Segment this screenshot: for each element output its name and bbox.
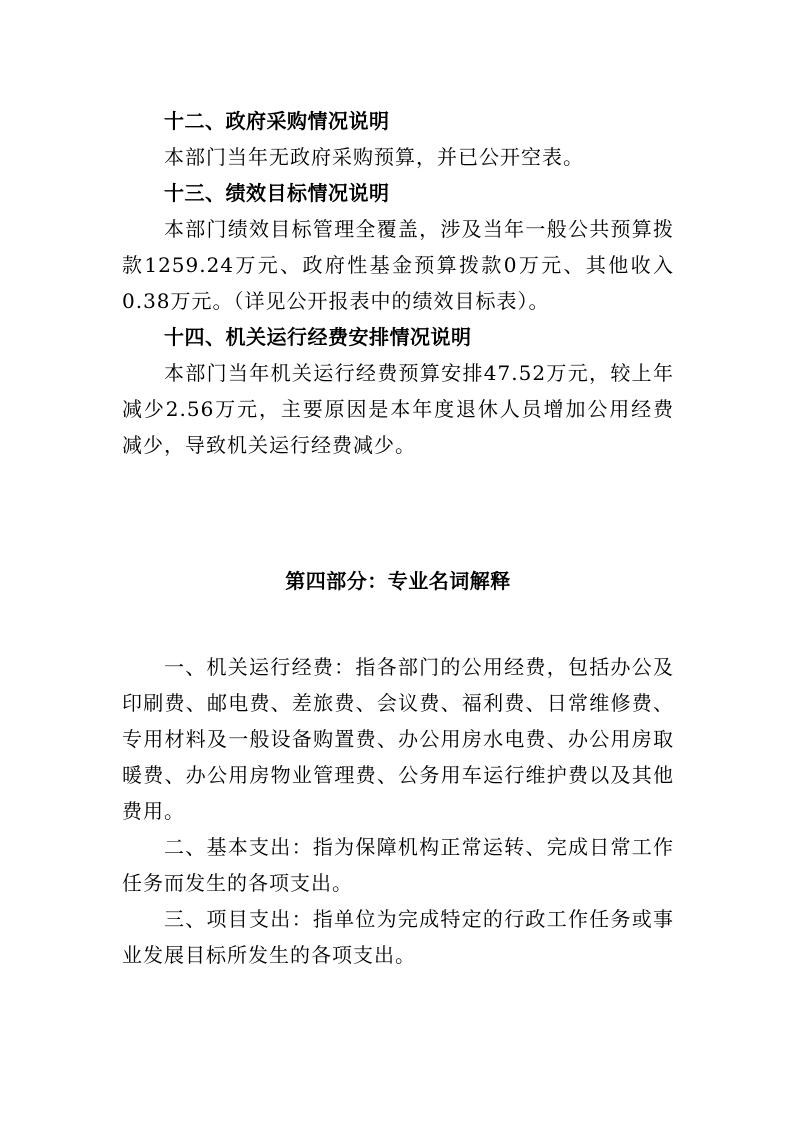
section-operating-expenses — [122, 319, 674, 463]
section-heading: 十三、绩效目标情况说明 — [164, 181, 390, 205]
spacer — [122, 599, 674, 649]
part-title: 第四部分：专业名词解释 — [285, 569, 511, 593]
section-paragraph: 本部门绩效目标管理全覆盖，涉及当年一般公共预算拨款1259.24万元、政府性基金预算拨款0万元、其他收入0.38万元。（详见公开报表中的绩效目标表）。 — [122, 217, 674, 313]
section-heading: 十二、政府采购情况说明 — [164, 109, 390, 133]
spacer — [122, 463, 674, 563]
document-content — [122, 103, 674, 973]
glossary-item: 一、机关运行经费：指各部门的公用经费，包括办公及印刷费、邮电费、差旅费、会议费、福利费、日常维修费、专用材料及一般设备购置费、办公用房水电费、办公用房取暖费、办公用房物业管理费、公务用车运行维护费以及其他费用。 — [122, 655, 674, 823]
glossary-item: 二、基本支出：指为保障机构正常运转、完成日常工作任务而发生的各项支出。 — [122, 835, 674, 895]
glossary-item: 三、项目支出：指单位为完成特定的行政工作任务或事业发展目标所发生的各项支出。 — [122, 907, 674, 967]
section-performance-goals — [122, 175, 674, 319]
section-paragraph: 本部门当年机关运行经费预算安排47.52万元，较上年减少2.56万元，主要原因是本年度退休人员增加公用经费减少，导致机关运行经费减少。 — [122, 361, 674, 457]
section-paragraph: 本部门当年无政府采购预算，并已公开空表。 — [164, 145, 584, 169]
section-heading: 十四、机关运行经费安排情况说明 — [164, 325, 472, 349]
glossary — [122, 649, 674, 973]
section-government-procurement — [122, 103, 674, 175]
